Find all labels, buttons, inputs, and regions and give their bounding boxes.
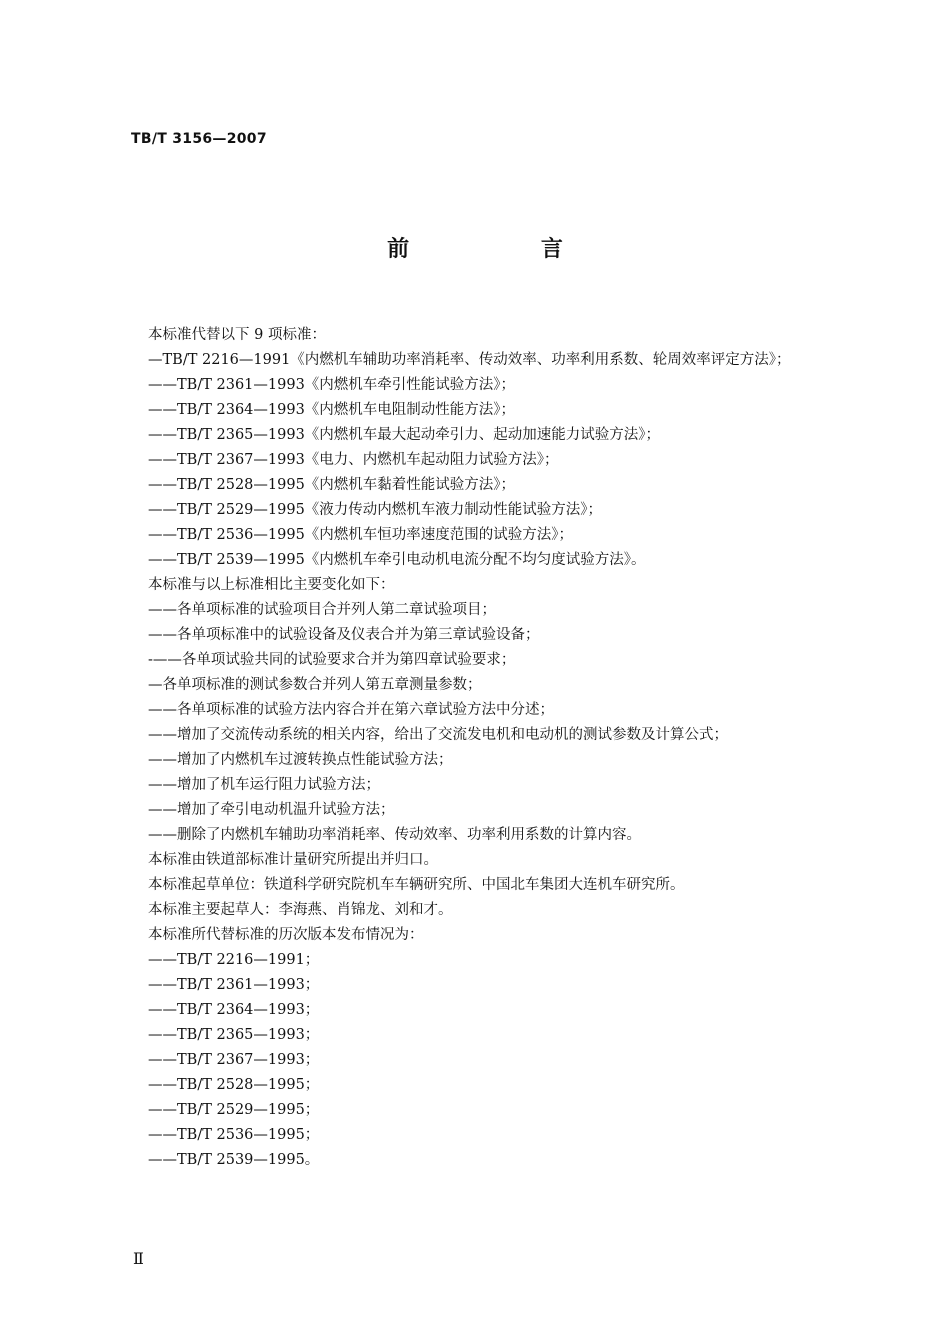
- intro-line: 本标准与以上标准相比主要变化如下：: [148, 577, 395, 593]
- standard-code-header: TB/T 3156—2007: [131, 131, 267, 147]
- list-item: ——TB/T 2536—1995《内燃机车恒功率速度范围的试验方法》；: [148, 527, 574, 543]
- list-item: ——TB/T 2361—1993《内燃机车牵引性能试验方法》；: [148, 377, 516, 393]
- intro-line: 本标准代替以下 9 项标准：: [148, 327, 326, 343]
- list-item: ——各单项标准的试验项目合并列人第二章试验项目；: [148, 602, 496, 618]
- list-item: —各单项标准的测试参数合并列人第五章测量参数；: [148, 677, 482, 693]
- list-item: ——TB/T 2539—1995《内燃机车牵引电动机电流分配不均匀度试验方法》。: [148, 552, 646, 568]
- foreword-body: [148, 323, 868, 1173]
- paragraph-line: 本标准主要起草人：李海燕、肖锦龙、刘和才。: [148, 902, 453, 918]
- list-item: ——删除了内燃机车辅助功率消耗率、传动效率、功率利用系数的计算内容。: [148, 827, 641, 843]
- list-item: ——TB/T 2364—1993《内燃机车电阻制动性能方法》；: [148, 402, 516, 418]
- paragraph-line: 本标准由铁道部标准计量研究所提出并归口。: [148, 852, 438, 868]
- list-item: ——TB/T 2536—1995；: [148, 1127, 320, 1143]
- list-item: —TB/T 2216—1991《内燃机车辅助功率消耗率、传动效率、功率利用系数、轮周效率评定方法》；: [148, 352, 791, 368]
- list-item: ——增加了交流传动系统的相关内容，给出了交流发电机和电动机的测试参数及计算公式；: [148, 727, 728, 743]
- page-title: 前 言: [387, 237, 625, 262]
- list-item: -——各单项试验共同的试验要求合并为第四章试验要求；: [148, 652, 516, 668]
- list-item: ——TB/T 2539—1995。: [148, 1152, 320, 1168]
- intro-line: 本标准所代替标准的历次版本发布情况为：: [148, 927, 424, 943]
- list-item: ——增加了机车运行阻力试验方法；: [148, 777, 380, 793]
- list-item: ——TB/T 2367—1993；: [148, 1052, 320, 1068]
- list-item: ——各单项标准的试验方法内容合并在第六章试验方法中分述；: [148, 702, 554, 718]
- list-item: ——TB/T 2361—1993；: [148, 977, 320, 993]
- list-item: ——各单项标准中的试验设备及仪表合并为第三章试验设备；: [148, 627, 540, 643]
- list-item: ——增加了内燃机车过渡转换点性能试验方法；: [148, 752, 453, 768]
- list-item: ——TB/T 2528—1995；: [148, 1077, 320, 1093]
- list-item: ——TB/T 2365—1993《内燃机车最大起动牵引力、起动加速能力试验方法》；: [148, 427, 661, 443]
- list-item: ——TB/T 2367—1993《电力、内燃机车起动阻力试验方法》；: [148, 452, 559, 468]
- paragraph-line: 本标准起草单位：铁道科学研究院机车车辆研究所、中国北车集团大连机车研究所。: [148, 877, 685, 893]
- list-item: ——TB/T 2365—1993；: [148, 1027, 320, 1043]
- list-item: ——TB/T 2529—1995《液力传动内燃机车液力制动性能试验方法》；: [148, 502, 603, 518]
- list-item: ——TB/T 2216—1991；: [148, 952, 320, 968]
- list-item: ——TB/T 2529—1995；: [148, 1102, 320, 1118]
- page-number: Ⅱ: [133, 1249, 144, 1268]
- list-item: ——增加了牵引电动机温升试验方法；: [148, 802, 395, 818]
- list-item: ——TB/T 2528—1995《内燃机车黏着性能试验方法》；: [148, 477, 516, 493]
- list-item: ——TB/T 2364—1993；: [148, 1002, 320, 1018]
